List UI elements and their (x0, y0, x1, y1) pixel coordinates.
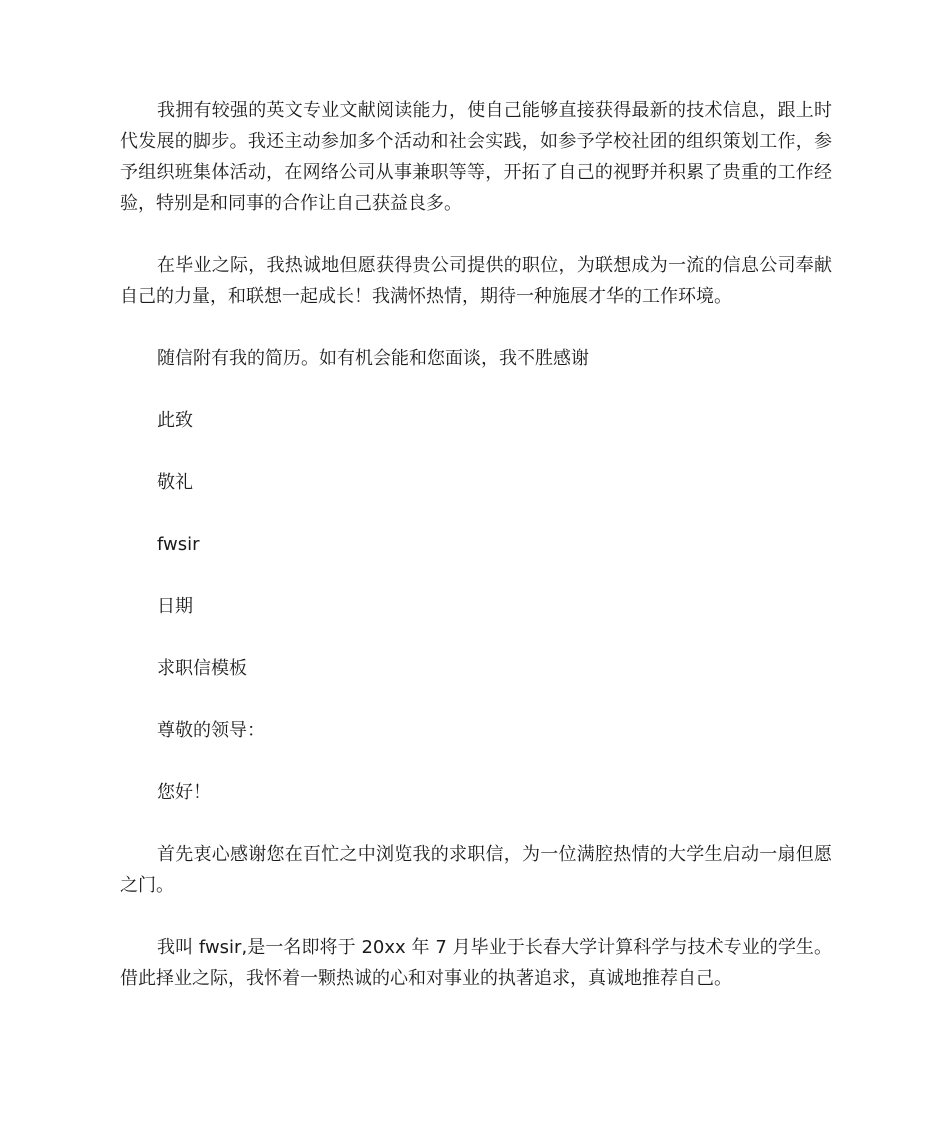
paragraph-spacer (120, 498, 832, 529)
paragraph-spacer (120, 684, 832, 715)
closing-salutation: 此致 (157, 410, 193, 431)
paragraph-resume-note: 随信附有我的简历。如有机会能和您面谈，我不胜感谢 (157, 348, 589, 369)
letter-greeting: 尊敬的领导： (157, 720, 265, 741)
paragraph-aspiration: 在毕业之际，我热诚地但愿获得贵公司提供的职位，为联想成为一流的信息公司奉献自己的力量，和联想一起成长！我满怀热情，期待一种施展才华的工作环境。 (120, 255, 832, 307)
document-body (120, 95, 832, 994)
paragraph-spacer (120, 374, 832, 405)
paragraph-spacer (120, 808, 832, 839)
signature-name: fwsir (157, 534, 200, 555)
paragraph-skills: 我拥有较强的英文专业文献阅读能力，使自己能够直接获得最新的技术信息，跟上时代发展的脚步。我还主动参加多个活动和社会实践，如参予学校社团的组织策划工作，参予组织班集体活动，在网络公司从事兼职等等，开拓了自己的视野并积累了贵重的工作经验，特别是和同事的合作让自己获益良多。 (120, 100, 832, 214)
paragraph-spacer (120, 560, 832, 591)
section-heading: 求职信模板 (157, 658, 247, 679)
paragraph-spacer (120, 219, 832, 250)
paragraph-introduction: 我叫 fwsir,是一名即将于 20xx 年 7 月毕业于长春大学计算科学与技术专业的学生。借此择业之际，我怀着一颗热诚的心和对事业的执著追求，真诚地推荐自己。 (120, 937, 832, 989)
paragraph-thanks: 首先衷心感谢您在百忙之中浏览我的求职信，为一位满腔热情的大学生启动一扇但愿之门。 (120, 844, 832, 896)
paragraph-spacer (120, 901, 832, 932)
paragraph-spacer (120, 312, 832, 343)
paragraph-spacer (120, 622, 832, 653)
closing-regards: 敬礼 (157, 472, 193, 493)
signature-date: 日期 (157, 596, 193, 617)
paragraph-spacer (120, 746, 832, 777)
paragraph-spacer (120, 436, 832, 467)
letter-hello: 您好！ (157, 782, 211, 803)
